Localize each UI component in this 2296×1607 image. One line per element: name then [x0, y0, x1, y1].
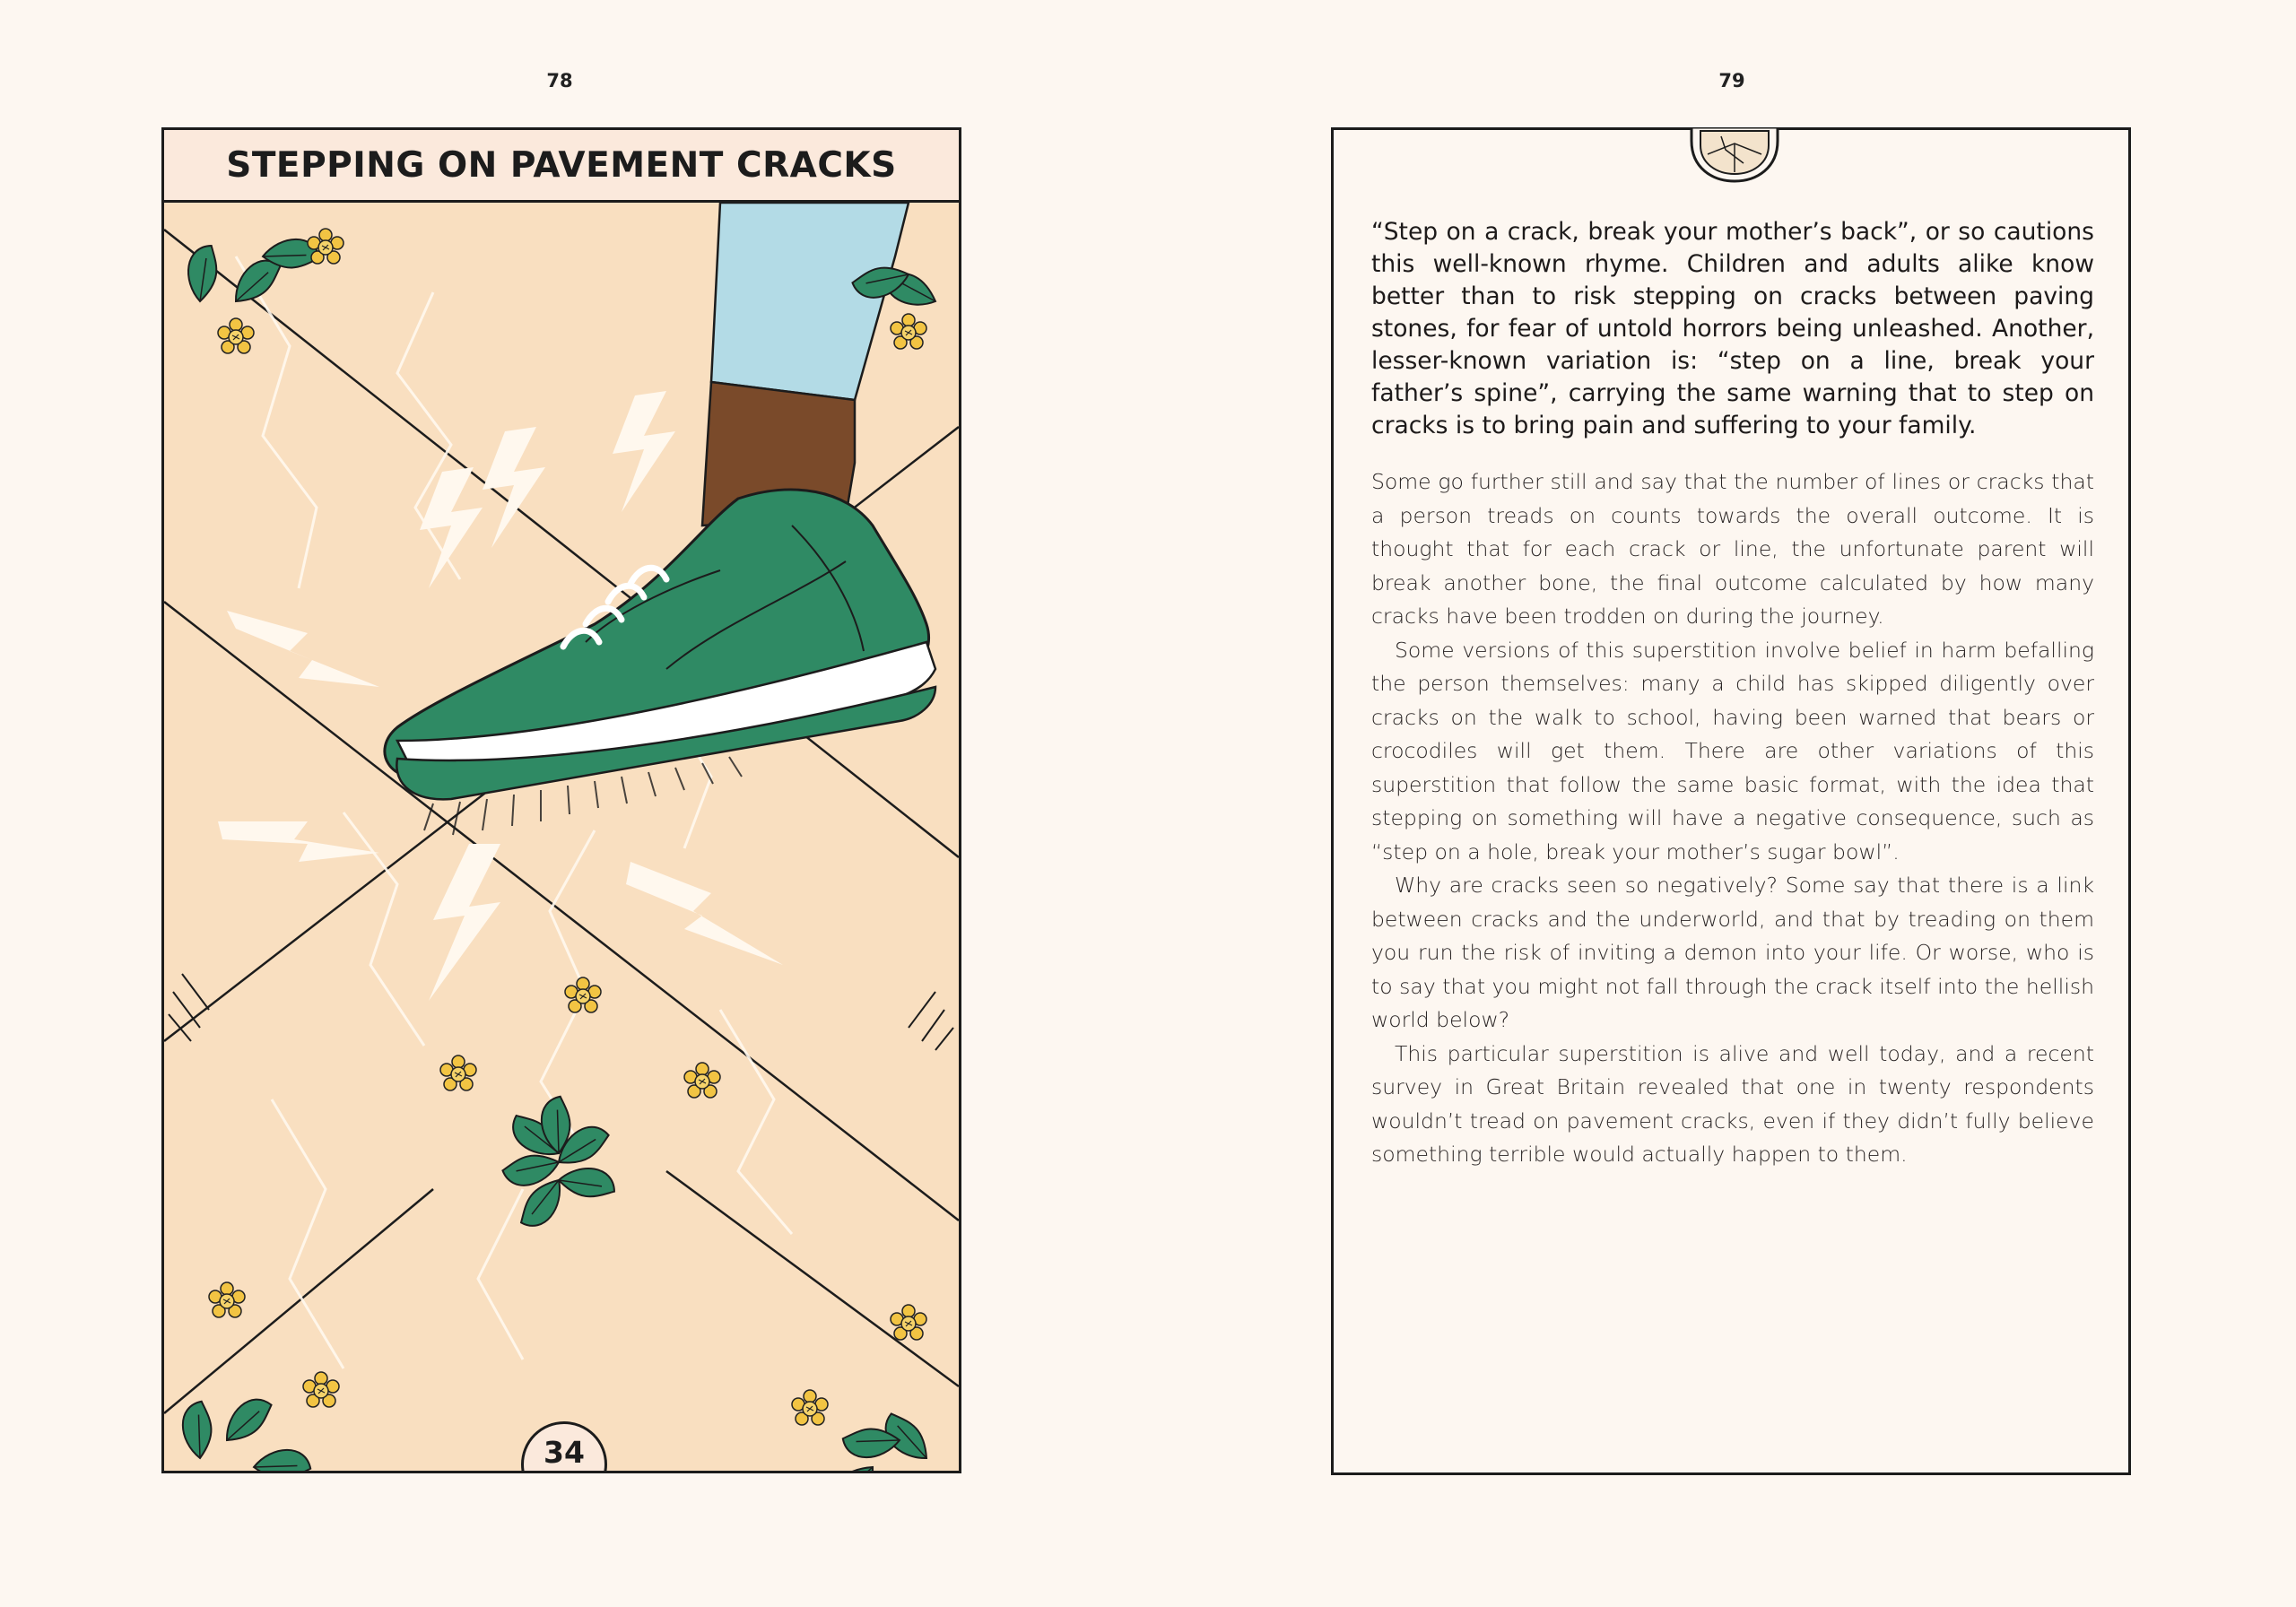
lightning-bolt-icon — [483, 427, 545, 548]
body-text — [1371, 465, 2094, 1172]
flower-icon — [440, 1055, 476, 1090]
flower-icon — [891, 1305, 926, 1340]
flower-icon — [303, 1372, 339, 1407]
body-paragraph: Why are cracks seen so negatively? Some say that there is a link between cracks and the underworld, and that by treading on them you run the risk of inviting a demon into your life. Or worse, who is to say that you might not fall through the crack itself into the hellish world below? — [1371, 873, 2094, 1032]
illustration-card — [161, 127, 961, 1473]
flower-icon — [308, 229, 344, 264]
flower-icon — [565, 977, 601, 1012]
pavement-illustration — [164, 203, 959, 1471]
page-number-right: 79 — [1718, 70, 1745, 91]
body-paragraph: Some go further still and say that the number of lines or cracks that a person treads on counts towards the overall outcome. It is thought that for each crack or line, the unfortunate parent will break another bone, the final outcome calculated by how many cracks have been trodden on during the journey. — [1371, 469, 2094, 629]
body-paragraph: This particular superstition is alive and well today, and a recent survey in Great Britain revealed that one in twenty respondents wouldn’t tread on pavement cracks, even if they didn’t fully believe something terrible would actually happen to them. — [1371, 1040, 2094, 1167]
lightning-bolt-icon — [626, 862, 783, 965]
cracked-tile-tab-icon — [1690, 127, 1779, 183]
flower-icon — [792, 1390, 828, 1425]
page-number-left: 78 — [546, 70, 573, 91]
card-title-bar — [164, 130, 959, 203]
lightning-bolt-icon — [429, 844, 500, 1001]
text-card — [1331, 127, 2131, 1475]
flower-icon — [684, 1063, 720, 1098]
intro-paragraph: “Step on a crack, break your mother’s back”, or so cautions this well-known rhyme. Children and adults alike know better than to risk stepping on cracks between paving stones, for fear of untold horrors being unleashed. Another, lesser-known variation is: “step on a line, break your father’s spine”, carrying the same warning that to step on cracks is to bring pain and suffering to your family. — [1371, 218, 2094, 439]
leaf-cluster-icon — [500, 1092, 620, 1232]
leaf-cluster-icon — [172, 1394, 314, 1471]
card-number: 34 — [521, 1421, 607, 1473]
body-paragraph: Some versions of this superstition involve belief in harm befalling the person themselves: many a child has skipped diligently over cracks on the walk to school, having been warned that bears or crocodiles will get them. There are other variations of this superstition that follow the same basic format, with the idea that stepping on something will have a negative consequence, such as “step on a hole, break your mother’s sugar bowl”. — [1371, 637, 2094, 864]
leaf-cluster-icon — [175, 229, 324, 304]
lightning-bolt-icon — [613, 391, 675, 512]
flower-icon — [891, 314, 926, 349]
flower-icon — [218, 318, 254, 353]
sneaker-illustration — [385, 490, 935, 835]
jeans — [711, 203, 909, 400]
lightning-bolt-icon — [227, 611, 379, 687]
flower-icon — [209, 1282, 245, 1317]
leaf-cluster-icon — [822, 1407, 930, 1471]
card-title: STEPPING ON PAVEMENT CRACKS — [226, 144, 897, 186]
